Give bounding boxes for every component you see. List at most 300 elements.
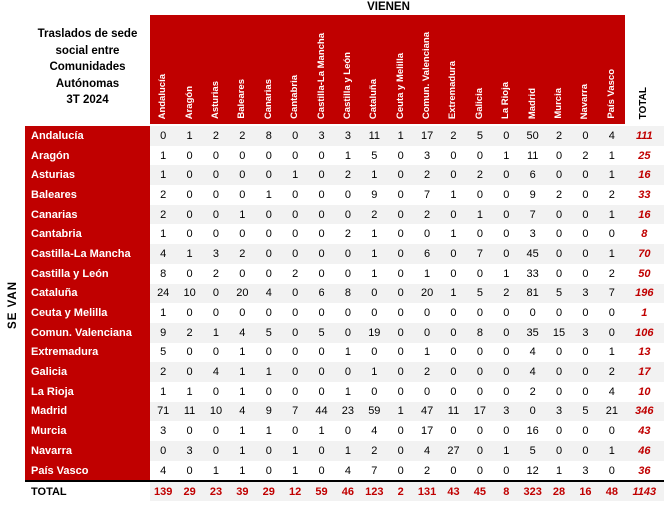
data-cell: 0 bbox=[608, 307, 615, 320]
data-cell: 0 bbox=[450, 149, 457, 162]
data-cell: 5 bbox=[160, 346, 167, 359]
data-cell: 0 bbox=[450, 464, 457, 477]
data-cell: 1 bbox=[239, 346, 246, 359]
data-cell: 0 bbox=[361, 284, 387, 304]
data-cell: 0 bbox=[450, 267, 457, 280]
column-total-cell: 323 bbox=[519, 482, 545, 501]
data-cell: 1 bbox=[239, 385, 246, 398]
column-total-cell: 139 bbox=[150, 482, 176, 501]
data-cell: 0 bbox=[318, 307, 325, 320]
data-cell: 0 bbox=[450, 307, 457, 320]
column-header-label: País Vasco bbox=[605, 69, 617, 119]
data-cell: 0 bbox=[572, 126, 598, 146]
data-cell: 0 bbox=[608, 228, 615, 241]
row-total-cell: 346 bbox=[625, 402, 664, 422]
data-cell: 0 bbox=[493, 244, 519, 264]
data-cell: 24 bbox=[150, 284, 176, 304]
data-cell: 0 bbox=[572, 205, 598, 225]
data-cell: 4 bbox=[160, 464, 167, 477]
data-cell: 0 bbox=[308, 244, 334, 264]
data-cell: 2 bbox=[212, 267, 220, 280]
data-cell: 1 bbox=[599, 205, 625, 225]
data-cell: 0 bbox=[282, 126, 308, 146]
table-row bbox=[25, 323, 664, 343]
column-header bbox=[572, 15, 598, 126]
data-cell: 4 bbox=[608, 385, 615, 398]
data-cell: 0 bbox=[450, 385, 457, 398]
data-cell: 2 bbox=[414, 362, 440, 382]
data-cell: 2 bbox=[608, 188, 615, 201]
data-cell: 0 bbox=[440, 362, 466, 382]
data-cell: 0 bbox=[582, 307, 589, 320]
data-cell: 0 bbox=[555, 346, 563, 359]
table-row bbox=[25, 224, 664, 244]
data-cell: 1 bbox=[229, 441, 255, 461]
data-cell: 0 bbox=[318, 346, 325, 359]
data-cell: 4 bbox=[529, 346, 536, 359]
data-cell: 0 bbox=[308, 165, 334, 185]
data-cell: 0 bbox=[212, 307, 220, 320]
table-row bbox=[25, 165, 664, 185]
row-header: Ceuta y Melilla bbox=[25, 303, 150, 323]
data-cell: 59 bbox=[361, 402, 387, 422]
data-cell: 9 bbox=[150, 323, 176, 343]
data-cell: 0 bbox=[344, 267, 351, 280]
data-cell: 8 bbox=[256, 126, 282, 146]
data-cell: 7 bbox=[371, 464, 378, 477]
data-cell: 2 bbox=[582, 149, 589, 162]
data-cell: 11 bbox=[361, 126, 387, 146]
data-cell: 1 bbox=[344, 346, 351, 359]
data-cell: 1 bbox=[344, 149, 351, 162]
data-cell: 81 bbox=[519, 284, 545, 304]
data-cell: 7 bbox=[424, 188, 431, 201]
data-cell: 2 bbox=[203, 126, 229, 146]
data-cell: 0 bbox=[476, 425, 483, 438]
data-cell: 0 bbox=[555, 385, 563, 398]
column-header bbox=[335, 15, 361, 126]
data-cell: 4 bbox=[229, 323, 255, 343]
data-cell: 1 bbox=[176, 244, 202, 264]
data-cell: 4 bbox=[229, 402, 255, 422]
row-total-cell: 8 bbox=[641, 228, 648, 241]
row-total-cell: 106 bbox=[625, 323, 664, 343]
row-total-cell: 43 bbox=[638, 425, 651, 438]
column-header-label: Galicia bbox=[473, 87, 485, 119]
data-cell: 0 bbox=[450, 346, 457, 359]
data-cell: 0 bbox=[467, 441, 493, 461]
column-total-cell: 43 bbox=[440, 482, 466, 501]
column-header-label: Castilla-La Mancha bbox=[315, 32, 327, 119]
data-cell: 0 bbox=[308, 441, 334, 461]
total-row bbox=[25, 480, 664, 501]
data-cell: 0 bbox=[397, 425, 404, 438]
data-cell: 0 bbox=[282, 284, 308, 304]
data-cell: 1 bbox=[608, 149, 615, 162]
data-cell: 8 bbox=[160, 267, 167, 280]
data-cell: 0 bbox=[397, 188, 404, 201]
columns-axis-label: VIENEN bbox=[367, 1, 410, 13]
column-header bbox=[467, 15, 493, 126]
data-cell: 2 bbox=[292, 267, 299, 280]
data-cell: 1 bbox=[160, 228, 167, 241]
data-cell: 3 bbox=[203, 244, 229, 264]
data-cell: 11 bbox=[526, 149, 539, 162]
data-cell: 2 bbox=[344, 228, 351, 241]
data-cell: 0 bbox=[546, 205, 572, 225]
data-cell: 2 bbox=[608, 267, 615, 280]
data-cell: 0 bbox=[239, 307, 246, 320]
data-cell: 0 bbox=[397, 307, 404, 320]
data-cell: 47 bbox=[414, 402, 440, 422]
data-cell: 0 bbox=[186, 188, 193, 201]
data-cell: 19 bbox=[361, 323, 387, 343]
data-cell: 2 bbox=[599, 362, 625, 382]
data-cell: 0 bbox=[371, 385, 378, 398]
data-cell: 50 bbox=[519, 126, 545, 146]
table-row bbox=[25, 421, 664, 441]
data-cell: 0 bbox=[186, 267, 193, 280]
data-cell: 0 bbox=[388, 441, 414, 461]
data-cell: 0 bbox=[467, 362, 493, 382]
data-cell: 0 bbox=[608, 425, 615, 438]
data-cell: 4 bbox=[344, 464, 351, 477]
data-cell: 2 bbox=[176, 323, 202, 343]
table-row bbox=[25, 284, 664, 304]
column-total-cell: 59 bbox=[308, 482, 334, 501]
column-header bbox=[361, 15, 387, 126]
data-cell: 0 bbox=[203, 441, 229, 461]
data-cell: 0 bbox=[335, 323, 361, 343]
row-header: Navarra bbox=[25, 441, 150, 461]
data-cell: 0 bbox=[546, 165, 572, 185]
data-cell: 0 bbox=[308, 205, 334, 225]
data-cell: 0 bbox=[546, 244, 572, 264]
table-row bbox=[25, 303, 664, 323]
data-cell: 0 bbox=[186, 307, 193, 320]
data-cell: 0 bbox=[176, 205, 202, 225]
data-cell: 0 bbox=[572, 165, 598, 185]
data-cell: 2 bbox=[361, 205, 387, 225]
column-total-cell: 28 bbox=[546, 482, 572, 501]
column-header-label: Canarias bbox=[262, 78, 274, 119]
data-cell: 0 bbox=[265, 228, 272, 241]
row-total-cell: 16 bbox=[625, 205, 664, 225]
data-cell: 0 bbox=[503, 346, 510, 359]
total-row-label: TOTAL bbox=[25, 482, 150, 501]
row-header: Baleares bbox=[25, 185, 150, 205]
row-header: Canarias bbox=[25, 205, 150, 225]
data-cell: 0 bbox=[582, 228, 589, 241]
column-header bbox=[150, 15, 176, 126]
data-cell: 0 bbox=[440, 244, 466, 264]
data-cell: 0 bbox=[493, 362, 519, 382]
data-cell: 0 bbox=[519, 402, 545, 422]
data-cell: 0 bbox=[397, 228, 404, 241]
column-total-cell: 16 bbox=[572, 482, 598, 501]
data-cell: 1 bbox=[318, 425, 325, 438]
table-row bbox=[25, 461, 664, 481]
data-cell: 1 bbox=[450, 228, 457, 241]
data-cell: 0 bbox=[186, 346, 193, 359]
data-cell: 0 bbox=[572, 441, 598, 461]
data-cell: 3 bbox=[493, 402, 519, 422]
data-cell: 0 bbox=[397, 346, 404, 359]
data-cell: 0 bbox=[582, 188, 589, 201]
data-cell: 0 bbox=[335, 205, 361, 225]
data-cell: 0 bbox=[282, 362, 308, 382]
row-total-cell: 16 bbox=[625, 165, 664, 185]
column-header-label: Cantabria bbox=[289, 75, 301, 119]
column-header bbox=[229, 15, 255, 126]
data-cell: 1 bbox=[282, 441, 308, 461]
data-cell: 1 bbox=[388, 402, 414, 422]
column-header bbox=[256, 15, 282, 126]
data-cell: 0 bbox=[582, 425, 589, 438]
column-total-cell: 2 bbox=[388, 482, 414, 501]
data-cell: 1 bbox=[388, 126, 414, 146]
data-cell: 4 bbox=[150, 244, 176, 264]
data-cell: 0 bbox=[414, 323, 440, 343]
column-total-cell: 29 bbox=[176, 482, 202, 501]
data-cell: 0 bbox=[239, 267, 246, 280]
data-cell: 0 bbox=[292, 307, 299, 320]
data-cell: 3 bbox=[176, 441, 202, 461]
column-header-label: Madrid bbox=[526, 87, 538, 119]
data-cell: 0 bbox=[371, 307, 378, 320]
table-body bbox=[25, 126, 664, 480]
data-cell: 0 bbox=[212, 425, 220, 438]
column-header-label: Andalucía bbox=[157, 73, 169, 119]
data-cell: 5 bbox=[308, 323, 334, 343]
data-cell: 3 bbox=[160, 425, 167, 438]
data-cell: 2 bbox=[335, 165, 361, 185]
data-cell: 0 bbox=[599, 323, 625, 343]
data-cell: 1 bbox=[335, 441, 361, 461]
column-header-label: Cataluña bbox=[368, 78, 380, 119]
row-header: Castilla-La Mancha bbox=[25, 244, 150, 264]
data-cell: 1 bbox=[265, 188, 272, 201]
data-cell: 0 bbox=[493, 126, 519, 146]
data-cell: 1 bbox=[203, 323, 229, 343]
data-cell: 0 bbox=[440, 323, 466, 343]
data-cell: 1 bbox=[292, 464, 299, 477]
data-cell: 1 bbox=[493, 441, 519, 461]
data-cell: 2 bbox=[160, 188, 167, 201]
column-header-label: Baleares bbox=[236, 79, 248, 119]
data-cell: 5 bbox=[256, 323, 282, 343]
column-total-cell: 123 bbox=[361, 482, 387, 501]
data-cell: 0 bbox=[186, 228, 193, 241]
table-row bbox=[25, 264, 664, 284]
data-cell: 7 bbox=[282, 402, 308, 422]
data-cell: 0 bbox=[476, 307, 483, 320]
data-cell: 1 bbox=[344, 385, 351, 398]
data-cell: 0 bbox=[555, 267, 563, 280]
data-cell: 0 bbox=[503, 385, 510, 398]
data-cell: 1 bbox=[160, 385, 167, 398]
table-row bbox=[25, 146, 664, 166]
data-cell: 23 bbox=[335, 402, 361, 422]
row-total-cell: 13 bbox=[638, 346, 651, 359]
row-total-cell: 25 bbox=[638, 149, 651, 162]
data-cell: 1 bbox=[160, 307, 167, 320]
data-cell: 21 bbox=[599, 402, 625, 422]
data-cell: 10 bbox=[203, 402, 229, 422]
data-cell: 0 bbox=[318, 149, 325, 162]
table-row bbox=[25, 244, 664, 264]
data-cell: 0 bbox=[256, 441, 282, 461]
data-cell: 0 bbox=[546, 362, 572, 382]
data-cell: 1 bbox=[440, 284, 466, 304]
table-title-line: Comunidades bbox=[49, 61, 126, 74]
row-header: Andalucía bbox=[25, 126, 150, 146]
data-cell: 3 bbox=[546, 402, 572, 422]
data-cell: 0 bbox=[493, 165, 519, 185]
rows-axis-label: SE VAN bbox=[6, 281, 19, 329]
data-cell: 0 bbox=[608, 464, 615, 477]
table-title-line: Traslados de sede bbox=[37, 28, 138, 41]
data-cell: 0 bbox=[555, 149, 563, 162]
table-row bbox=[25, 185, 664, 205]
data-cell: 3 bbox=[582, 464, 589, 477]
data-cell: 0 bbox=[476, 385, 483, 398]
data-cell: 0 bbox=[318, 188, 325, 201]
data-cell: 2 bbox=[414, 205, 440, 225]
column-header-label: Comun. Valenciana bbox=[421, 31, 433, 119]
data-cell: 11 bbox=[440, 402, 466, 422]
column-header bbox=[414, 15, 440, 126]
data-cell: 1 bbox=[239, 425, 246, 438]
data-cell: 4 bbox=[203, 362, 229, 382]
data-cell: 1 bbox=[186, 385, 193, 398]
data-cell: 7 bbox=[519, 205, 545, 225]
data-cell: 0 bbox=[555, 307, 563, 320]
data-cell: 5 bbox=[519, 441, 545, 461]
data-cell: 7 bbox=[599, 284, 625, 304]
column-total-cell: 48 bbox=[599, 482, 625, 501]
data-cell: 0 bbox=[203, 284, 229, 304]
data-cell: 2 bbox=[229, 126, 255, 146]
data-cell: 1 bbox=[503, 149, 510, 162]
rows-axis-label-wrap bbox=[0, 128, 25, 482]
data-cell: 1 bbox=[282, 165, 308, 185]
total-column-header bbox=[625, 15, 664, 126]
table-row bbox=[25, 402, 664, 422]
data-cell: 2 bbox=[229, 244, 255, 264]
data-cell: 0 bbox=[344, 425, 351, 438]
data-cell: 0 bbox=[450, 425, 457, 438]
data-cell: 0 bbox=[212, 188, 220, 201]
row-total-cell: 10 bbox=[638, 385, 651, 398]
total-column-header-label: TOTAL bbox=[638, 86, 650, 119]
data-cell: 0 bbox=[239, 188, 246, 201]
data-cell: 0 bbox=[476, 464, 483, 477]
data-cell: 10 bbox=[176, 284, 202, 304]
column-header-label: Castilla y León bbox=[341, 51, 353, 119]
data-cell: 5 bbox=[572, 402, 598, 422]
data-cell: 2 bbox=[440, 126, 466, 146]
row-total-cell: 50 bbox=[638, 267, 651, 280]
data-cell: 1 bbox=[555, 464, 563, 477]
data-cell: 0 bbox=[476, 149, 483, 162]
data-cell: 0 bbox=[292, 385, 299, 398]
data-cell: 2 bbox=[546, 126, 572, 146]
data-cell: 0 bbox=[503, 464, 510, 477]
data-cell: 1 bbox=[265, 425, 272, 438]
data-cell: 17 bbox=[414, 126, 440, 146]
data-cell: 0 bbox=[229, 165, 255, 185]
row-total-cell: 111 bbox=[625, 126, 664, 146]
row-total-cell: 196 bbox=[625, 284, 664, 304]
data-cell: 0 bbox=[265, 385, 272, 398]
row-header: Extremadura bbox=[25, 343, 150, 363]
data-cell: 0 bbox=[344, 307, 351, 320]
row-header: Asturias bbox=[25, 165, 150, 185]
data-cell: 0 bbox=[582, 267, 589, 280]
column-header bbox=[388, 15, 414, 126]
data-cell: 1 bbox=[450, 188, 457, 201]
data-cell: 4 bbox=[599, 126, 625, 146]
table-row bbox=[25, 362, 664, 382]
data-cell: 1 bbox=[424, 346, 431, 359]
row-total-cell: 36 bbox=[638, 464, 651, 477]
data-cell: 0 bbox=[292, 149, 299, 162]
column-header bbox=[282, 15, 308, 126]
data-cell: 0 bbox=[503, 425, 510, 438]
data-cell: 0 bbox=[186, 425, 193, 438]
column-header bbox=[308, 15, 334, 126]
data-cell: 0 bbox=[476, 188, 483, 201]
data-cell: 2 bbox=[150, 362, 176, 382]
transfer-matrix-table bbox=[25, 15, 664, 501]
data-cell: 0 bbox=[318, 267, 325, 280]
data-cell: 5 bbox=[371, 149, 378, 162]
data-cell: 1 bbox=[212, 464, 220, 477]
column-headers-row bbox=[25, 15, 664, 126]
data-cell: 11 bbox=[176, 402, 202, 422]
column-header-label: Asturias bbox=[209, 80, 221, 119]
data-cell: 0 bbox=[308, 362, 334, 382]
data-cell: 0 bbox=[186, 464, 193, 477]
table-title bbox=[25, 15, 150, 126]
column-total-cell: 46 bbox=[335, 482, 361, 501]
data-cell: 4 bbox=[519, 362, 545, 382]
data-cell: 0 bbox=[388, 284, 414, 304]
data-cell: 0 bbox=[150, 441, 176, 461]
data-cell: 17 bbox=[420, 425, 434, 438]
column-header-label: Murcia bbox=[553, 88, 565, 119]
data-cell: 0 bbox=[503, 307, 510, 320]
table-row bbox=[25, 343, 664, 363]
data-cell: 0 bbox=[265, 346, 272, 359]
data-cell: 9 bbox=[529, 188, 536, 201]
data-cell: 7 bbox=[467, 244, 493, 264]
row-header: Cantabria bbox=[25, 224, 150, 244]
data-cell: 0 bbox=[256, 244, 282, 264]
data-cell: 0 bbox=[572, 244, 598, 264]
data-cell: 4 bbox=[414, 441, 440, 461]
data-cell: 0 bbox=[212, 346, 220, 359]
data-cell: 6 bbox=[519, 165, 545, 185]
data-cell: 0 bbox=[529, 307, 536, 320]
data-cell: 0 bbox=[440, 205, 466, 225]
data-cell: 2 bbox=[467, 165, 493, 185]
row-total-cell: 1 bbox=[641, 307, 648, 320]
data-cell: 0 bbox=[292, 425, 299, 438]
data-cell: 0 bbox=[335, 362, 361, 382]
data-cell: 0 bbox=[265, 464, 272, 477]
